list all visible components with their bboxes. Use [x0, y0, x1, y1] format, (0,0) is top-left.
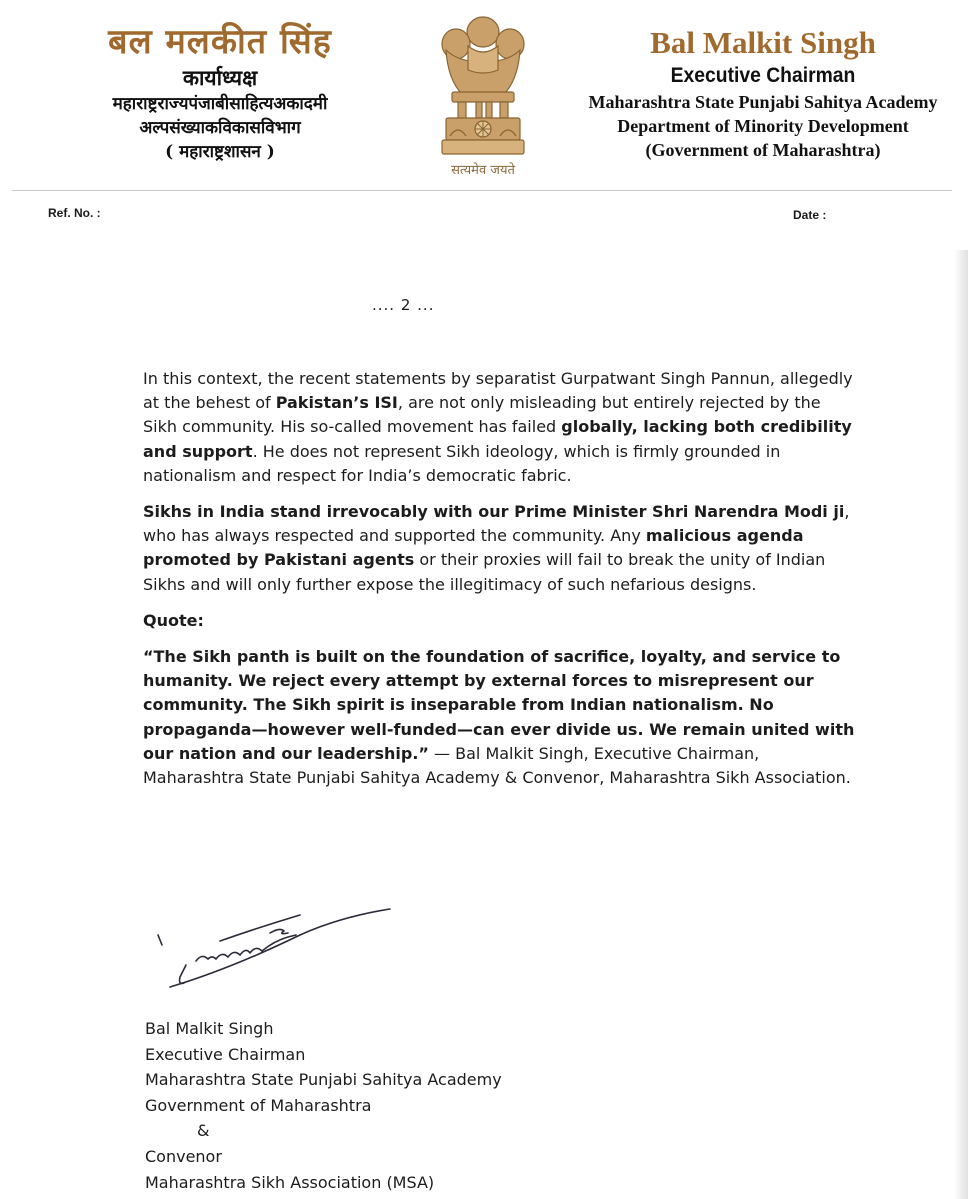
hindi-role: कार्याध्यक्ष: [182, 65, 258, 90]
paragraph-2: [143, 500, 859, 597]
text-run: In this context, the recent statements by separatist Gurpatwant Singh Pannun, allegedly at the behest of: [143, 369, 853, 413]
page-edge-shadow: [954, 250, 968, 1199]
quote-label: Quote:: [143, 610, 204, 630]
paragraph-1: [143, 367, 859, 488]
signer-ampersand: &: [197, 1121, 210, 1141]
text-run: , are not only misleading but entirely rejected by the Sikh community. His so-called movement has failed: [143, 393, 821, 437]
text-run: or their proxies will fail to break the unity of Indian Sikhs and will only further expose the illegitimacy of such nefarious designs.: [143, 550, 826, 594]
signer-title: Executive Chairman: [145, 1044, 306, 1064]
signature-icon: [150, 905, 400, 1000]
text-run: , who has always respected and supported the community. Any: [143, 502, 850, 546]
bold-text-run: globally, lacking both credibility and support: [143, 417, 852, 461]
english-name: Bal Malkit Singh: [650, 25, 876, 60]
bold-text-run: malicious agenda promoted by Pakistani agents: [143, 526, 804, 570]
signer-name: Bal Malkit Singh: [145, 1019, 274, 1038]
letterhead-english: [578, 24, 948, 162]
page-marker: .... 2 ...: [372, 296, 435, 314]
letter-body: [143, 367, 859, 802]
date-label: Date :: [793, 208, 827, 222]
signer-org: Maharashtra State Punjabi Sahitya Academy: [145, 1070, 502, 1090]
text-run: . He does not represent Sikh ideology, which is firmly grounded in nationalism and respect for India’s democratic fabric.: [143, 441, 781, 485]
hindi-org: महाराष्ट्रराज्यपंजाबीसाहित्यअकादमी: [112, 94, 328, 114]
quote-paragraph: [143, 645, 859, 790]
english-govt: (Government of Maharashtra): [645, 140, 881, 160]
bold-text-run: Pakistan’s ISI: [275, 393, 398, 413]
ref-number-label: Ref. No. :: [48, 206, 101, 220]
bold-text-run: Sikhs in India stand irrevocably with our Prime Minister Shri Narendra Modi ji: [143, 502, 845, 522]
signer-org2: Maharashtra Sikh Association (MSA): [145, 1172, 435, 1192]
hindi-govt: ( महाराष्ट्रशासन ): [165, 142, 275, 162]
signer-block: [145, 1016, 645, 1195]
english-dept: Department of Minority Development: [617, 116, 909, 136]
text-run: — Bal Malkit Singh, Executive Chairman, Maharashtra State Punjabi Sahitya Academy & Convenor, Maharashtra Sikh Association.: [143, 743, 851, 788]
bold-text-run: “The Sikh panth is built on the foundation of sacrifice, loyalty, and service to humanity. We reject every attempt by external forces to misrepresent our community. The Sikh spirit is inseparable from Indian nationalism. No propaganda—however well-funded—can ever divide us. We remain united with our nation and our leadership.”: [143, 647, 855, 763]
emblem-motto: सत्यमेव जयते: [451, 163, 515, 178]
english-org: Maharashtra State Punjabi Sahitya Academy: [588, 92, 938, 112]
english-role: Executive Chairman: [670, 64, 856, 87]
signer-govt: Government of Maharashtra: [145, 1095, 372, 1115]
header-divider: [12, 190, 952, 191]
hindi-name: बल मलकीत सिंह: [108, 22, 332, 62]
letterhead-hindi: [60, 22, 380, 164]
signer-role2: Convenor: [145, 1146, 222, 1166]
hindi-dept: अल्पसंख्याकविकासविभाग: [139, 118, 301, 138]
